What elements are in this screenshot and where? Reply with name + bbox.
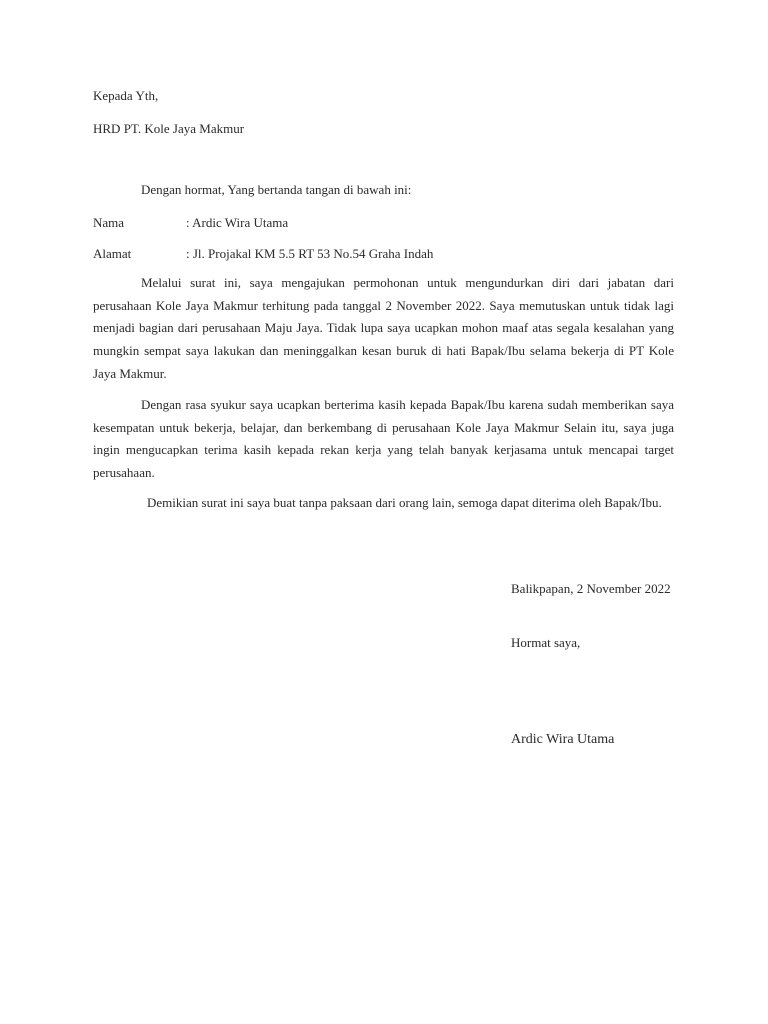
recipient-salutation: Kepada Yth, — [93, 88, 159, 103]
recipient-company: HRD PT. Kole Jaya Makmur — [93, 121, 245, 136]
body-paragraph-gratitude: Dengan rasa syukur saya ucapkan berterima kasih kepada Bapak/Ibu karena sudah memberikan saya kesempatan untuk bekerja, belajar, dan berkembang di perusahaan Kole Jaya Makmur Selain itu, saya juga ingin mengucapkan terima kasih kepada rekan kerja yang telah banyak kerjasama untuk mencapai target perusahaan. — [93, 397, 674, 481]
body-paragraph-resignation: Melalui surat ini, saya mengajukan permohonan untuk mengundurkan diri dari jabatan dari perusahaan Kole Jaya Makmur terhitung pada tanggal 2 November 2022. Saya memutuskan untuk tidak lagi menjadi bagian dari perusahaan Maju Jaya. Tidak lupa saya ucapkan mohon maaf atas segala kesalahan yang mungkin sempat saya lakukan dan meninggalkan kesan buruk di hati Bapak/Ibu selama bekerja di PT Kole Jaya Makmur. — [93, 275, 674, 381]
field-label-nama: Nama — [93, 215, 125, 230]
field-label-alamat: Alamat — [93, 246, 132, 261]
body-paragraph-closing: Demikian surat ini saya buat tanpa paksaan dari orang lain, semoga dapat diterima oleh Bapak/Ibu. — [147, 495, 662, 510]
field-value-alamat: : Jl. Projakal KM 5.5 RT 53 No.54 Graha Indah — [186, 246, 434, 261]
signer-name: Ardic Wira Utama — [511, 732, 615, 747]
greeting-line: Dengan hormat, Yang bertanda tangan di bawah ini: — [141, 182, 412, 197]
field-value-nama: : Ardic Wira Utama — [186, 215, 289, 230]
closing-salutation: Hormat saya, — [511, 635, 581, 650]
place-date: Balikpapan, 2 November 2022 — [511, 581, 671, 596]
